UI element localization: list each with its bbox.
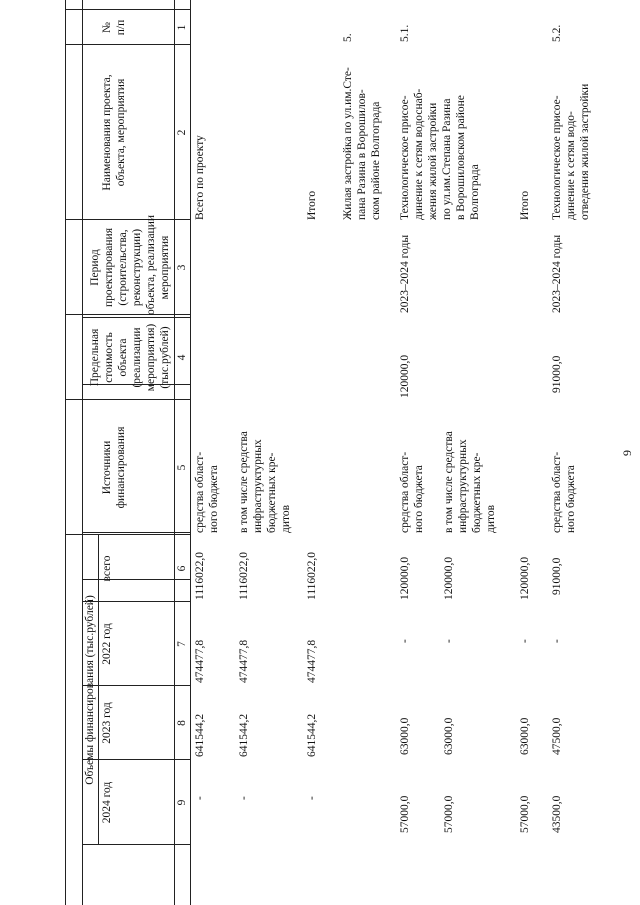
row51-name-line1: Технологическое присое-	[399, 95, 411, 220]
row51-cost: 120000,0	[399, 354, 411, 398]
row-itogo1-2023: 641544,2	[306, 713, 318, 757]
header-col3-line5: объекта, реализации	[145, 214, 157, 315]
header-col5-line2: финансирования	[115, 426, 127, 509]
header-col1-line1: №	[101, 22, 113, 33]
row51-src2-line3: бюджетных кре-	[471, 452, 483, 533]
row51-src2-2024: 57000,0	[443, 795, 455, 833]
row51-name-line3: жения жилой застройки	[427, 102, 439, 220]
row51-period: 2023–2024 годы	[399, 234, 411, 313]
row-total-src2-line4: дитов	[280, 504, 292, 533]
header-2024: 2024 год	[101, 781, 113, 824]
row-total-src2-2022: 474477,8	[238, 639, 250, 683]
row52-src1-total: 91000,0	[551, 557, 563, 595]
row52-period: 2023–2024 годы	[551, 234, 563, 313]
row-total-src2-2024: -	[238, 796, 250, 800]
colnum-4: 4	[176, 354, 188, 361]
row-itogo1-2022: 474477,8	[306, 639, 318, 683]
row-total-src2-total: 1116022,0	[238, 551, 250, 600]
header-total: всего	[101, 555, 113, 582]
row52-name-line3: отведения жилой застройки	[579, 83, 591, 220]
row51-name-line4: по ул.им.Степана Разина	[441, 98, 453, 220]
row51-name-line2: динение к сетям водоснаб-	[413, 88, 425, 220]
row51-src2-line2: инфраструктурных	[457, 439, 469, 533]
row52-cost: 91000,0	[551, 355, 563, 393]
col2-rule	[190, 0, 191, 905]
row52-src1-2022: -	[551, 639, 563, 643]
row-total-src1-2024: -	[194, 796, 206, 800]
header-col3-line1: Период	[89, 249, 101, 286]
row51-num: 5.1.	[399, 24, 411, 42]
row-total-src1-line2: ного бюджета	[208, 465, 220, 533]
colnum-1: 1	[176, 24, 188, 31]
row5-num: 5.	[342, 33, 354, 42]
row-itogo1-total: 1116022,0	[306, 551, 318, 600]
header-col3-line2: проектирования	[103, 228, 115, 307]
row-total-src1-2022: 474477,8	[194, 639, 206, 683]
row52-name-line2: динение к сетям водо-	[565, 111, 577, 220]
row-itogo2-name: Итого	[519, 190, 531, 220]
row5-name-line2: пана Разина в Ворошилов-	[356, 89, 368, 220]
row51-src2-2022: -	[443, 639, 455, 643]
row5-name-line3: ском районе Волгограда	[370, 101, 382, 220]
row-total-src2-line1: в том числе средства	[238, 431, 250, 533]
row51-src2-line4: дитов	[485, 504, 497, 533]
header-col1-line2: п/п	[115, 19, 127, 36]
row52-src1-2024: 43500,0	[551, 795, 563, 833]
header-col3-line3: (строительства,	[117, 229, 129, 306]
colnum-8: 8	[176, 720, 188, 726]
header-finance-group: Объемы финансирования (тыс.рублей)	[84, 595, 96, 785]
row-total-src2-2023: 641544,2	[238, 713, 250, 757]
header-col4-line5: мероприятия)	[145, 323, 157, 392]
row-total-src1-total: 1116022,0	[194, 551, 206, 600]
row-total-src2-line2: инфраструктурных	[252, 439, 264, 533]
row-itogo2-2022: -	[519, 639, 531, 643]
row51-name-line6: Волгограда	[469, 164, 481, 220]
header-col4-line4: (реализации	[131, 327, 143, 388]
row-itogo2-2024: 57000,0	[519, 795, 531, 833]
row-total-src1-line1: средства област-	[194, 451, 206, 533]
row51-src2-line1: в том числе средства	[443, 431, 455, 533]
header-col3-line6: мероприятия	[159, 235, 171, 300]
colnum-3: 3	[176, 264, 188, 271]
row52-src1-line2: ного бюджета	[565, 465, 577, 533]
row51-src1-line1: средства област-	[399, 451, 411, 533]
row-total-src1-2023: 641544,2	[194, 713, 206, 757]
row-total-src2-line3: бюджетных кре-	[266, 452, 278, 533]
colnum-7: 7	[176, 641, 188, 647]
header-col4-line6: (тыс.рублей)	[159, 326, 171, 389]
header-col4-line2: стоимость	[103, 332, 115, 383]
colnum-9: 9	[176, 799, 188, 806]
colnum-5: 5	[176, 464, 188, 471]
row-itogo1-name: Итого	[306, 190, 318, 220]
row51-src1-2024: 57000,0	[399, 795, 411, 833]
row51-src2-total: 120000,0	[443, 556, 455, 600]
row5-name-line1: Жилая застройка по ул.им.Сте-	[342, 67, 354, 220]
row52-num: 5.2.	[551, 24, 563, 42]
row-itogo2-total: 120000,0	[519, 556, 531, 600]
row51-src1-2023: 63000,0	[399, 717, 411, 755]
row51-name-line5: в Ворошиловском районе	[455, 95, 467, 220]
page-number: 9	[620, 450, 634, 456]
finance-group-rule	[98, 535, 99, 845]
header-2022: 2022 год	[101, 623, 113, 665]
header-col2-line1: Наименования проекта,	[101, 74, 113, 191]
row51-src1-total: 120000,0	[399, 556, 411, 600]
header-4-rule	[82, 532, 190, 533]
row51-src2-2023: 63000,0	[443, 717, 455, 755]
header-col5-line1: Источники	[101, 440, 113, 495]
header-col2-line2: объекта, мероприятия	[115, 78, 127, 187]
header-2023: 2023 год	[101, 702, 113, 744]
header-col4-line1: Предельная	[89, 328, 101, 387]
row51-src1-line2: ного бюджета	[413, 465, 425, 533]
table-rule-top	[65, 0, 66, 905]
colnum-6: 6	[176, 565, 188, 572]
row-itogo1-2024: -	[306, 796, 318, 800]
colnum-2: 2	[176, 129, 188, 136]
row52-src1-line1: средства област-	[551, 451, 563, 533]
row-total-project-name: Всего по проекту	[194, 135, 206, 220]
row-itogo2-2023: 63000,0	[519, 717, 531, 755]
header-col3-line4: реконструкции)	[131, 228, 143, 307]
row51-src1-2022: -	[399, 639, 411, 643]
row52-src1-2023: 47500,0	[551, 717, 563, 755]
row52-name-line1: Технологическое присое-	[551, 95, 563, 220]
header-col4-line3: объекта	[117, 338, 129, 377]
